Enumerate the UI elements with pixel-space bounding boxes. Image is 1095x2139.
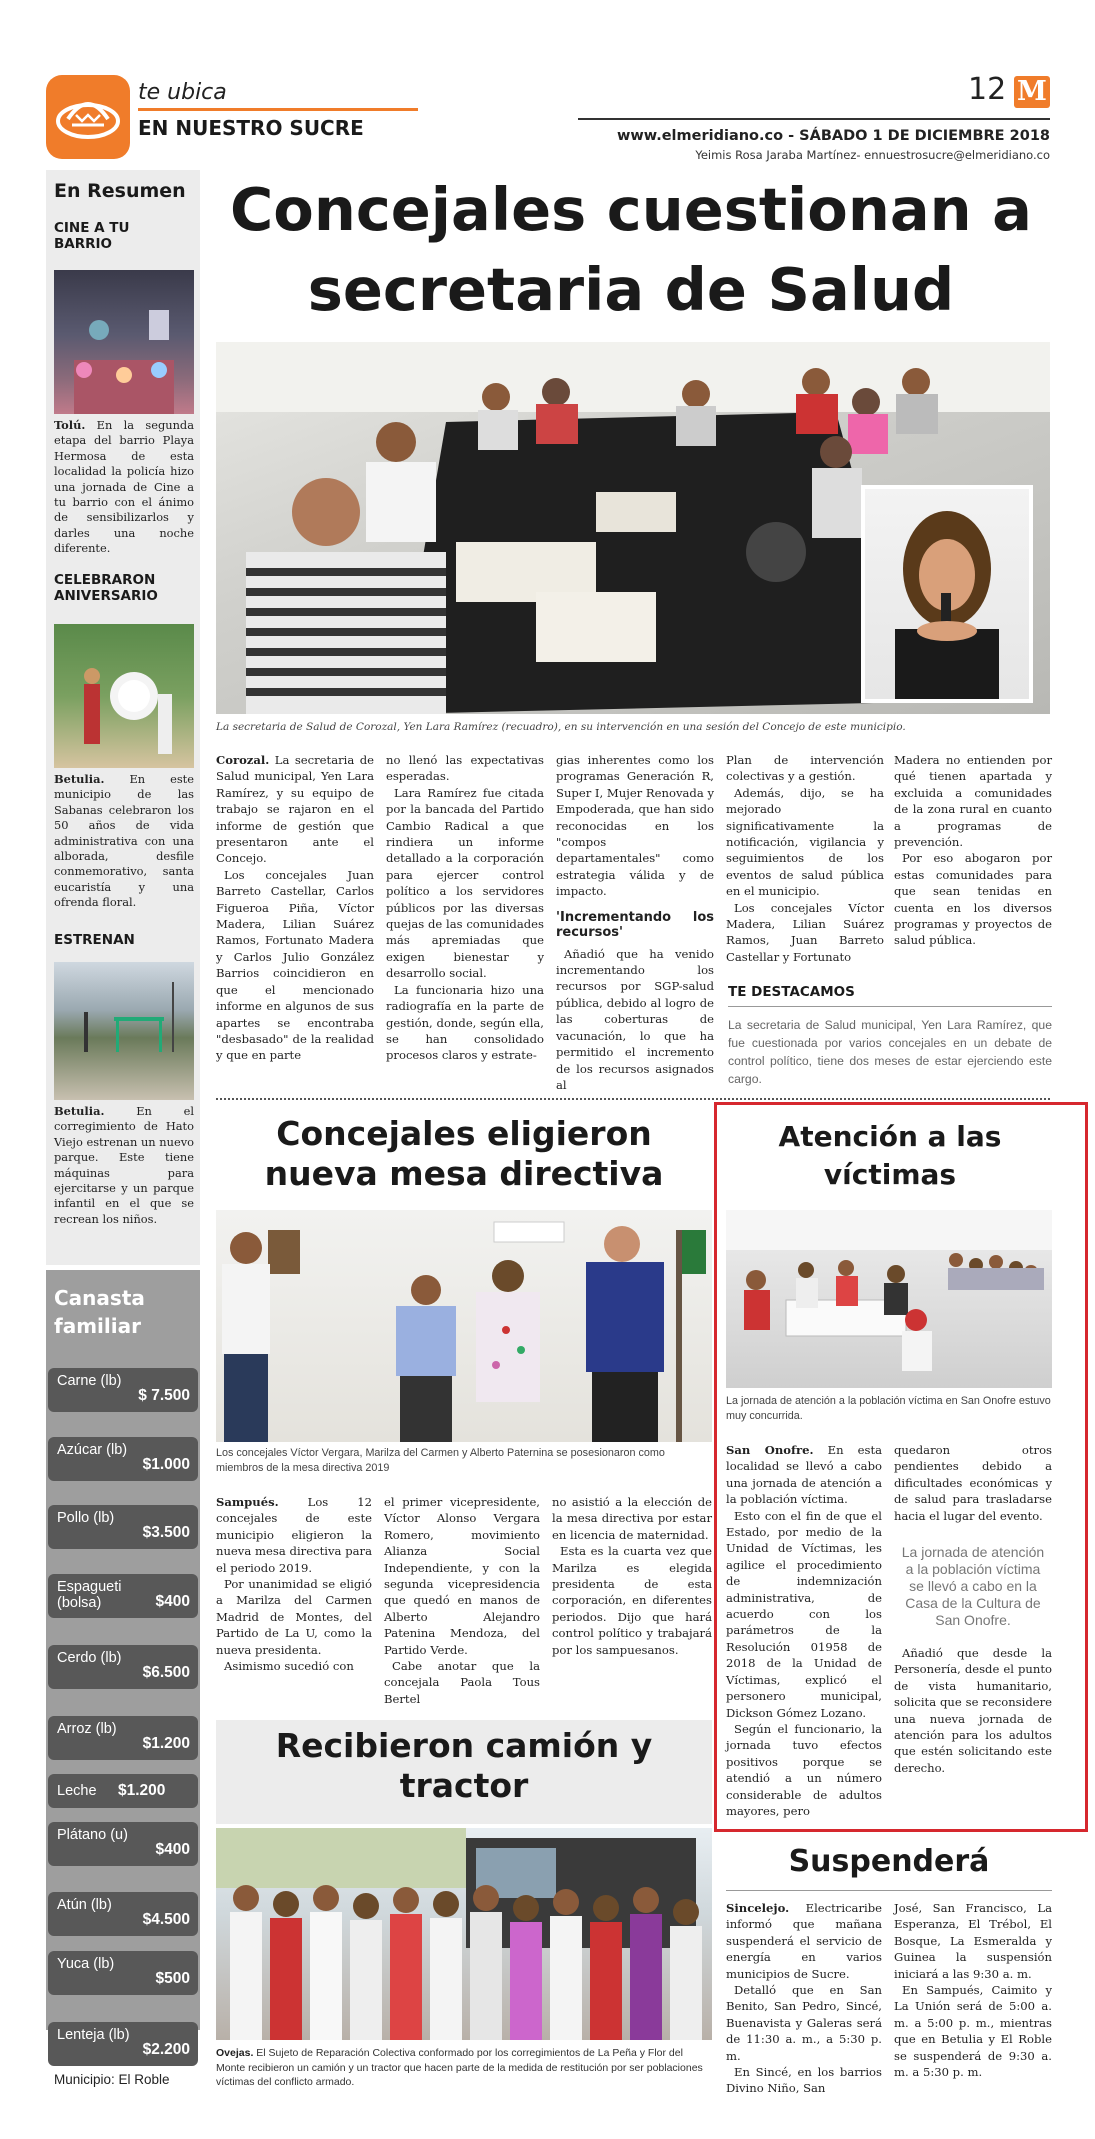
- price-item-value: $4.500: [142, 1911, 190, 1928]
- mesa-place: Sampués.: [216, 1495, 279, 1509]
- price-item-name: Arroz (lb): [57, 1721, 117, 1737]
- sidebar-item-title: CELEBRARON ANIVERSARIO: [54, 572, 158, 604]
- main-subhead: 'Incrementando los recursos': [556, 909, 714, 940]
- sidebar-item-body: En este municipio de las Sabanas celebraron los 50 años de vida administrativa con una alborada, desfile conmemorativo, santa eucaristía y una ofrenda floral.: [54, 772, 194, 910]
- mesa-caption: Los concejales Víctor Vergara, Marilza del Carmen y Alberto Paternina se posesionaron como miembros de la mesa directiva 2019: [216, 1447, 665, 1474]
- camion-caption-place: Ovejas.: [216, 2047, 254, 2059]
- main-col5-p2: Por eso abogaron por estas comunidades para que sean tenidas en cuenta en los diversos programas y proyectos de salud pública.: [894, 851, 1052, 948]
- main-col-2: [386, 752, 544, 1087]
- main-col5-p1: Madera no entienden por qué tienen apartada y excluida a comunidades de la zona rural en cuanto a programas de prevención.: [894, 753, 1052, 850]
- price-item-value: $400: [155, 1593, 190, 1610]
- suspendera-col-2: [894, 1900, 1052, 2100]
- main-col2-p1: no llenó las expectativas esperadas.: [386, 753, 544, 784]
- concejo-photo: [216, 342, 1050, 714]
- suspendera-col1-p3: En Sincé, en los barrios Divino Niño, San: [726, 2065, 882, 2096]
- price-row: [48, 1892, 198, 1936]
- mesa-col2-p2: Cabe anotar que la concejala Paola Tous Bertel: [384, 1659, 540, 1706]
- canasta-footer: Municipio: El Roble: [54, 2072, 170, 2087]
- main-photo-caption: La secretaria de Salud de Corozal, Yen Lara Ramírez (recuadro), en su intervención en una sesión del Concejo de este municipio.: [216, 721, 906, 733]
- mesa-col-1: [216, 1494, 372, 1694]
- victimas-col1-p3: Según el funcionario, la jornada tuvo efectos positivos porque se atendió a un número considerable de adultos mayores, pero: [726, 1721, 882, 1818]
- price-row: [48, 2022, 198, 2066]
- sidebar-item-title: ESTRENAN: [54, 932, 135, 948]
- brand-letter: M: [1017, 76, 1047, 107]
- mesa-col2-p1: el primer vicepresidente, Víctor Alonso Vergara Romero, movimiento Alianza Social Independiente, y con la segunda vicepresidencia que quedó en manos de Alberto Alejandro Patenina Mendoza, del Partido Verde.: [384, 1495, 540, 1657]
- section-rule: [138, 108, 418, 111]
- cine-photo: [54, 270, 194, 414]
- main-col-1: [216, 752, 374, 1087]
- destacamos-rule: [728, 1006, 1052, 1007]
- suspendera-rule: [726, 1890, 1052, 1891]
- sucre-hat-icon: [46, 75, 130, 159]
- main-headline: Concejales cuestionan a secretaria de Salud: [229, 175, 1032, 324]
- section-divider: [216, 1098, 1050, 1100]
- mesa-col-3: [552, 1494, 712, 1694]
- sidebar-item-text: [54, 1104, 194, 1227]
- price-row: [48, 1774, 198, 1808]
- price-row: [48, 1645, 198, 1689]
- parque-photo: [54, 962, 194, 1100]
- price-row: [48, 1574, 198, 1618]
- price-item-value: $500: [155, 1970, 190, 1987]
- main-col-4: [726, 752, 884, 967]
- price-row: [48, 1505, 198, 1549]
- main-col1-p2: Los concejales Juan Barreto Castellar, Carlos Figueroa Piña, Víctor Madera, Lilian Suárez Ramos, Fortunato Madera y Carlos Julio González Barrios coincidieron en que el mencionado informe en algunos de sus apartes se encontraba "desbasado" de la realidad y que en parte: [216, 867, 374, 1063]
- price-item-name: Lenteja (lb): [57, 2027, 130, 2043]
- sidebar-item-place: Tolú.: [54, 418, 86, 432]
- inset-photo: [861, 485, 1033, 703]
- price-item-value: $400: [155, 1841, 190, 1858]
- mesa-col3-p1: no asistió a la elección de la mesa directiva por estar en licencia de maternidad.: [552, 1495, 712, 1542]
- victimas-place: San Onofre.: [726, 1443, 814, 1457]
- canasta-title: Canasta familiar: [54, 1286, 145, 1338]
- suspendera-col-1: [726, 1900, 882, 2100]
- victimas-col-1: [726, 1442, 882, 1822]
- price-item-value: $1.200: [142, 1735, 190, 1752]
- sidebar-item-text: [54, 418, 194, 557]
- main-col4-p1: Plan de intervención colectivas y a gestión.: [726, 753, 884, 784]
- header-rule: [578, 118, 1050, 120]
- section-title: EN NUESTRO SUCRE: [138, 116, 364, 140]
- price-item-name: Carne (lb): [57, 1373, 122, 1389]
- suspendera-col1-p1: Electricaribe informó que mañana suspenderá el servicio de energía en varios municipios de Sucre.: [726, 1901, 882, 1981]
- destacamos-label: TE DESTACAMOS: [728, 984, 855, 1000]
- section-logo: [46, 75, 130, 159]
- camion-caption-text: El Sujeto de Reparación Colectiva conformado por los corregimientos de La Peña y Flor del Monte recibieron un camión y un tractor que hacen parte de la medida de restitución por ser poblaciones víctimas del conflicto armado.: [216, 2047, 703, 2088]
- victimas-col2-p1: quedaron otros pendientes debido a dificultades económicas y de salud para trasladarse hacia el lugar del evento.: [894, 1443, 1052, 1523]
- victimas-col1-p1: En esta localidad se llevó a cabo una jornada de atención a la población víctima.: [726, 1443, 883, 1507]
- mesa-col-2: [384, 1494, 540, 1706]
- price-item-value: $1.000: [142, 1456, 190, 1473]
- price-row: [48, 1822, 198, 1866]
- author-line: Yeimis Rosa Jaraba Martínez- ennuestrosucre@elmeridiano.co: [695, 148, 1050, 162]
- camion-caption: [216, 2046, 712, 2090]
- victimas-headline: Atención a las víctimas: [778, 1120, 1002, 1191]
- section-kicker: te ubica: [138, 80, 227, 105]
- price-item-value: $6.500: [142, 1664, 190, 1681]
- suspendera-col2-p1: José, San Francisco, La Esperanza, El Trébol, El Bosque, La Esmeralda y Guinea la suspensión iniciará a las 9:30 a. m.: [894, 1901, 1052, 1981]
- price-item-value: $ 7.500: [138, 1387, 190, 1404]
- sidebar-title: En Resumen: [54, 180, 186, 202]
- price-item-name: Atún (lb): [57, 1897, 112, 1913]
- price-item-name: Plátano (u): [57, 1827, 128, 1843]
- mesa-col3-p2: Esta es la cuarta vez que Marilza es elegida presidenta de esta corporación, en diferentes periodos. Dijo que hará control político y trabajará por los sampuesanos.: [552, 1544, 712, 1657]
- victimas-caption: La jornada de atención a la población víctima en San Onofre estuvo muy concurrida.: [726, 1395, 1051, 1422]
- camion-photo: [216, 1828, 712, 2040]
- aniversario-photo: [54, 624, 194, 768]
- mesa-col1-p3: Asimismo sucedió con: [224, 1659, 354, 1674]
- price-item-value: $2.200: [142, 2041, 190, 2058]
- price-item-name: Cerdo (lb): [57, 1650, 122, 1666]
- price-item-value: $1.200: [118, 1782, 166, 1799]
- price-item-name: Leche: [57, 1783, 97, 1799]
- price-row: [48, 1437, 198, 1481]
- main-col2-p2: Lara Ramírez fue citada por la bancada del Partido Cambio Radical a que rindiera un informe detallado a la corporación para ejercer control político a los servidores públicos por las diversas quejas de las comunidades más apremiadas que exigen bienestar y desarrollo social.: [386, 785, 544, 981]
- price-item-value: $3.500: [142, 1524, 190, 1541]
- main-col4-p3: Los concejales Víctor Madera, Lilian Suárez Ramos, Juan Barreto Castellar y Fortunato: [726, 900, 884, 964]
- main-col-3: [556, 752, 714, 1092]
- price-row: [48, 1951, 198, 1995]
- mesa-col1-p2: Por unanimidad se eligió a Marilza del Carmen Madrid de Montes, del Partido de La U, como la nueva presidenta.: [216, 1577, 372, 1657]
- victimas-pullquote: La jornada de atención a la población víctima se llevó a cabo en la Casa de la Cultura de San Onofre.: [901, 1544, 1045, 1629]
- sidebar-item-place: Betulia.: [54, 1104, 105, 1118]
- price-row: [48, 1716, 198, 1760]
- main-col3-p2: Añadió que ha venido incrementando los recursos por SGP-salud pública, debido al logro de las coberturas de vacunación, lo que ha permitido el incremento de los recursos asignados al: [556, 946, 714, 1092]
- price-row: [48, 1368, 198, 1412]
- page-number: 12: [968, 72, 1007, 107]
- victimas-col-2: [894, 1442, 1052, 1822]
- destacamos-text: La secretaria de Salud municipal, Yen Lara Ramírez, que fue cuestionada por varios concejales en un debate de control político, tiene dos meses de estar ejerciendo este cargo.: [728, 1018, 1052, 1086]
- suspendera-headline: Suspenderá: [788, 1844, 990, 1879]
- main-place: Corozal.: [216, 753, 270, 767]
- victimas-col1-p2: Esto con el fin de que el Estado, por medio de la Unidad de Víctimas, les agilice el procedimiento de indemnización administrativa, de acuerdo con los parámetros de la Resolución 01958 de 2018 de la Unidad de Víctimas, explicó el personero municipal, Dickson Gómez Lozano.: [726, 1508, 882, 1720]
- victimas-col2-p2: Añadió que desde la Personería, desde el punto de vista humanitario, solicita que se reconsidere una nueva jornada de atención para los adultos que estén solicitando este derecho.: [894, 1646, 1052, 1775]
- camion-headline: Recibieron camión y tractor: [275, 1726, 653, 1805]
- sidebar-item-text: [54, 772, 194, 911]
- victimas-photo: [726, 1210, 1052, 1388]
- sidebar-item-body: En la segunda etapa del barrio Playa Hermosa de esta localidad la policía hizo una jornada de Cine a tu barrio con el ánimo de sensibilizarlos y darles una noche diferente.: [54, 418, 194, 556]
- main-col1-p1: La secretaria de Salud municipal, Yen Lara Ramírez, y su equipo de trabajo se rajaron en el informe de gestión que presentaron ante el Concejo.: [216, 753, 374, 866]
- sidebar-item-title: CINE A TU BARRIO: [54, 220, 130, 252]
- price-item-name: Pollo (lb): [57, 1510, 115, 1526]
- price-item-name: Espagueti (bolsa): [57, 1579, 122, 1611]
- main-col3-p1: gias inherentes como los programas Generación R, Super I, Mujer Renovada y Empoderada, que han sido reconocidas en los "compos departamentales" como estrategia válida y de impacto.: [556, 753, 714, 899]
- suspendera-col2-p2: En Sampués, Caimito y La Unión será de 5:00 a. m. a 5:00 p. m., mientras que en Betulia y El Roble se suspenderá de 9:30 a. m. a 5:30 p. m.: [894, 1983, 1052, 2080]
- suspendera-col1-p2: Detalló que en San Benito, San Pedro, Sincé, Buenavista y Galeras será de 11:30 a. m., a 5:30 p. m.: [726, 1983, 882, 2063]
- main-col2-p3: La funcionaria hizo una radiografía en la parte de gestión, donde, según ella, se han consolidado procesos claros y estrate-: [386, 982, 544, 1063]
- sidebar-item-body: En el corregimiento de Hato Viejo estrenan un nuevo parque. Este tiene máquinas para ejercitarse y un parque infantil en el que se recrean los niños.: [54, 1104, 195, 1226]
- sidebar-item-place: Betulia.: [54, 772, 105, 786]
- mesa-photo: [216, 1210, 712, 1442]
- main-col-5: [894, 752, 1052, 967]
- brand-badge: [1014, 76, 1050, 108]
- main-col4-p2: Además, dijo, se ha mejorado significativamente la notificación, vigilancia y seguimientos de los eventos de salud pública en el municipio.: [726, 785, 884, 899]
- mesa-col1-p1: Los 12 concejales de este municipio eligieron la nueva mesa directiva para el periodo 2019.: [216, 1495, 372, 1575]
- mesa-headline: Concejales eligieron nueva mesa directiva: [264, 1114, 664, 1193]
- price-item-name: Azúcar (lb): [57, 1442, 128, 1458]
- suspendera-place: Sincelejo.: [726, 1901, 790, 1915]
- site-date: www.elmeridiano.co - SÁBADO 1 DE DICIEMBRE 2018: [616, 128, 1050, 144]
- price-item-name: Yuca (lb): [57, 1956, 115, 1972]
